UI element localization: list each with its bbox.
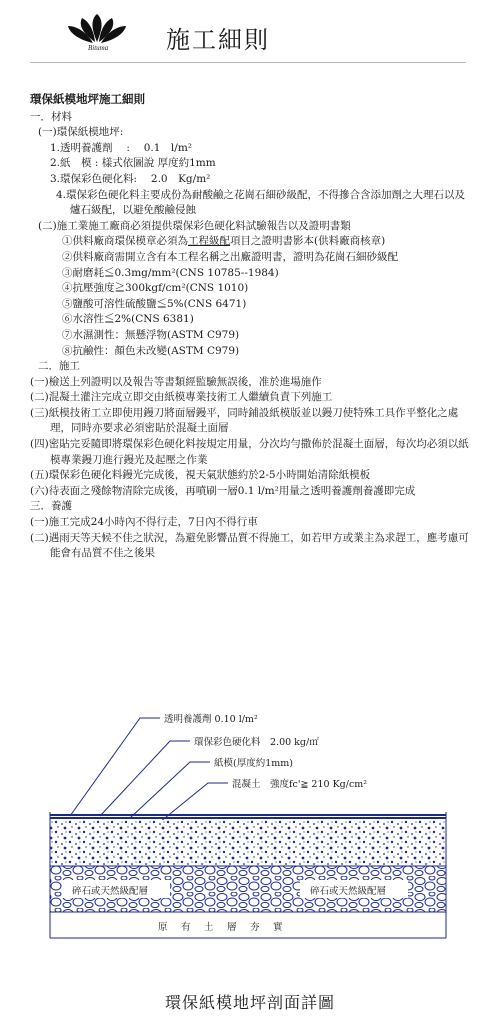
curing-item: (一)施工完成24小時內不得行走，7日內不得行車 (30, 516, 258, 529)
underlined-term: 工程級配 (188, 235, 230, 248)
label-gravel-right: 碎石或天然級配層 (310, 886, 387, 897)
section-materials: 一．材料 (30, 110, 72, 123)
material-item: 2.紙 模 : 樣式依圖說 厚度約1mm (50, 157, 216, 170)
curing-item: (二)遇雨天等天候不佳之狀況，為避免影響品質不得施工，如若甲方或業主為求趕工，應考慮可能會有品質不佳之後果 (30, 531, 469, 560)
certificate-item: ①供料廠商環保模章必須為工程級配項目之證明書影本(供料廠商核章) (62, 235, 386, 248)
label-concrete: 混凝土 強度fc'≧ 210 Kg/cm² (232, 779, 368, 790)
material-item: 1.透明養護劑 : 0.1 l/m² (50, 141, 192, 154)
certificate-item: ③耐磨耗≦0.3mg/mm²(CNS 10785--1984) (62, 266, 279, 279)
certificate-item: ④抗壓強度≧300kgf/cm²(CNS 1010) (62, 282, 249, 295)
page-title: 施工細則 (166, 26, 270, 54)
document-heading: 環保紙模地坪施工細則 (30, 92, 145, 106)
label-sealer: 透明養護劑 0.10 l/m² (164, 714, 258, 725)
material-item: 3.環保彩色硬化料: 2.0 Kg/m² (50, 172, 211, 185)
brand-name: Bituma (88, 44, 109, 52)
subsection-materials: (一)環保紙模地坪: (38, 126, 124, 139)
label-hardener: 環保彩色硬化料 2.00 kg/㎡ (194, 737, 319, 748)
construction-step: (六)待表面之殘餘物清除完成後，再噴刷一層0.1 l/m²用量之透明養護劑養護即完成 (30, 484, 416, 497)
subsection-certificates: (二)施工業施工廠商必須提供環保彩色硬化料試驗報告以及證明書類 (38, 219, 351, 232)
section-construction: 二．施工 (38, 360, 80, 373)
certificate-item: ⑧抗鹼性：顏色未改變(ASTM C979) (62, 344, 240, 357)
label-soil: 原 有 土 層 夯 實 (158, 922, 285, 933)
construction-step: (一)檢送上列證明以及報告等書類經監驗無誤後，准於進場施作 (30, 375, 322, 388)
construction-step: (二)混凝土灌注完成立即交由紙模專業技術工人繼續負責下列施工 (30, 391, 333, 404)
construction-step: (五)環保彩色硬化料鏝光完成後，視天氣狀態約於2-5小時開始清除紙模板 (30, 469, 371, 482)
certificate-item: ⑥水溶性≦2%(CNS 6381) (62, 313, 194, 326)
certificate-item: ⑦水濕測性：無懸浮物(ASTM C979) (62, 328, 240, 341)
construction-step: (三)紙模技術工立即使用鏝刀將面層鏝平，同時鋪設紙模版並以鏝刀使特殊工具作平整化之處理，同時亦要求必須密貼於混凝土面層 (30, 406, 459, 435)
page-header (0, 0, 500, 66)
label-paper-mold: 紙模(厚度約1mm) (214, 758, 293, 769)
header-divider (30, 62, 466, 63)
label-gravel-left: 碎石或天然級配層 (72, 886, 149, 897)
certificate-item: ⑤鹽酸可溶性硫酸鹽≦5%(CNS 6471) (62, 297, 247, 310)
construction-step: (四)密貼完妥隨即將環保彩色硬化料按規定用量，分次均勻撒佈於混凝土面層，每次均必須以紙模專業鏝刀進行鏝光及起壓之作業 (30, 438, 469, 466)
section-diagram (40, 700, 460, 950)
spec-document (30, 92, 470, 562)
material-item: 4.環保彩色硬化料主要成份為耐酸鹼之花崗石細砂級配，不得摻合含添加劑之大理石以及爐石級配，以避免酸鹼侵蝕 (56, 188, 466, 217)
section-curing: 三．養護 (30, 500, 72, 513)
diagram-title: 環保紙模地坪剖面詳圖 (164, 993, 335, 1012)
certificate-item: ②供料廠商需開立含有本工程名稱之出廠證明書，證明為花崗石細砂級配 (62, 250, 398, 263)
